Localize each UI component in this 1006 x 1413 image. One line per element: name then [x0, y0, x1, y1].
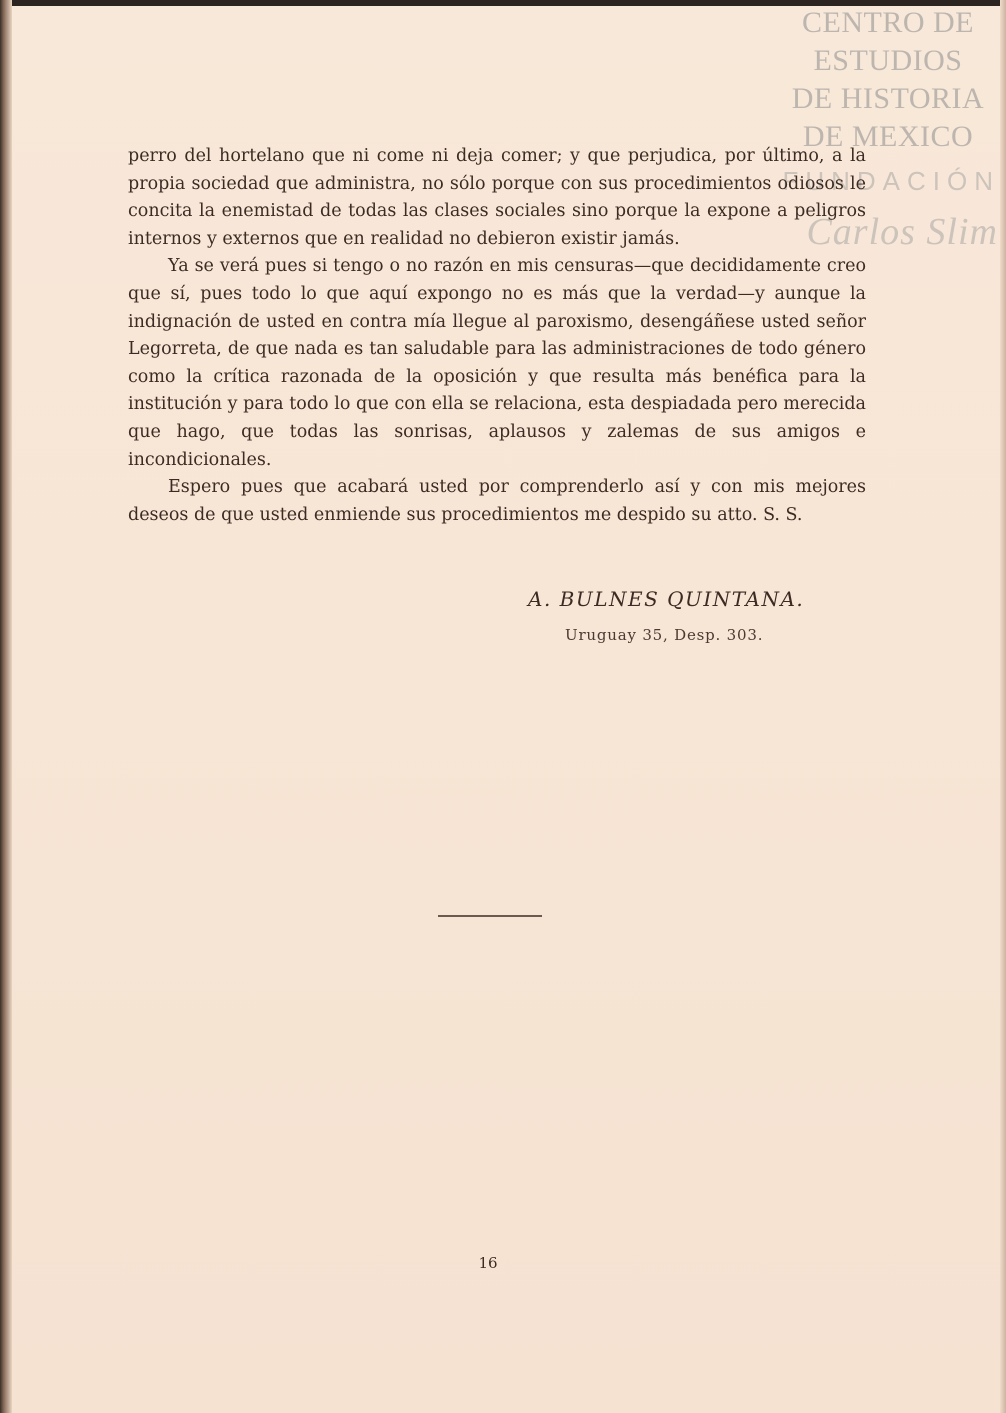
watermark-foundation: FUNDACIÓN: [782, 166, 1000, 196]
scan-left-edge: [0, 0, 12, 1413]
watermark-signature: Carlos Slim: [806, 211, 998, 253]
watermark-line: DE MEXICO: [802, 120, 974, 153]
letter-paragraph: perro del hortelano que ni come ni deja comer; y que perjudica, por último, a la propia sociedad que administra, no sólo porque con sus procedimientos odiosos le concita la enemistad de todas las clases sociales sino porque la expone a peligros internos y externos que en realidad no debieron existir jamás.: [128, 146, 866, 249]
letter-body: [128, 143, 866, 529]
section-divider: [438, 915, 542, 917]
letter-paragraph: Espero pues que acabará usted por comprenderlo así y con mis mejores deseos de que usted enmiende sus procedimientos me despido su atto. S. S.: [128, 477, 866, 525]
archive-watermark: [788, 4, 988, 156]
page-number: 16: [478, 1254, 498, 1272]
watermark-line: ESTUDIOS: [813, 44, 963, 77]
watermark-line: DE HISTORIA: [791, 82, 985, 115]
watermark-line: CENTRO DE: [802, 6, 974, 39]
signature-name: A. BULNES QUINTANA.: [528, 587, 805, 611]
signature-address: Uruguay 35, Desp. 303.: [565, 626, 764, 644]
scan-right-edge: [1000, 0, 1006, 1413]
letter-paragraph: Ya se verá pues si tengo o no razón en mis censuras—que decididamente creo que sí, pues todo lo que aquí expongo no es más que la verdad—y aunque la indignación de usted en contra mía llegue al paroxismo, desengáñese usted señor Legorreta, de que nada es tan saludable para las administraciones de todo género como la crítica razonada de la oposición y que resulta más benéfica para la institución y para todo lo que con ella se relaciona, esta despiadada pero merecida que hago, que todas las sonrisas, aplausos y zalemas de sus amigos e incondicionales.: [128, 256, 866, 470]
